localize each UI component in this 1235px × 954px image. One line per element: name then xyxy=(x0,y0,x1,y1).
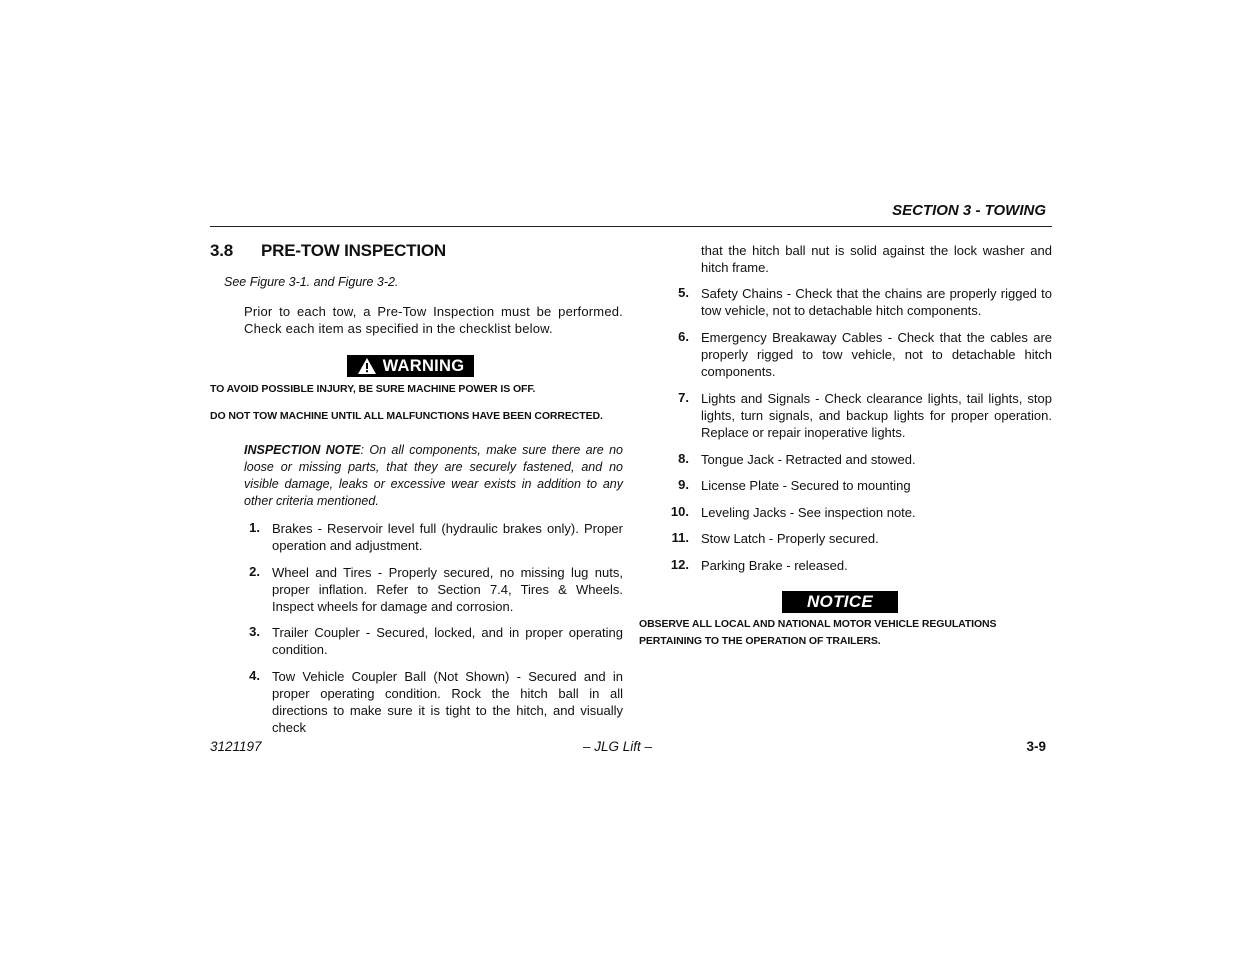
list-item: Stow Latch - Properly secured. xyxy=(701,531,879,546)
item-number: 9. xyxy=(678,477,689,492)
section-number: 3.8 xyxy=(210,241,234,260)
list-item: Leveling Jacks - See inspection note. xyxy=(701,505,916,520)
item-number: 2. xyxy=(249,564,260,579)
item-number: 12. xyxy=(670,557,689,572)
inspection-note-label: INSPECTION NOTE xyxy=(244,443,361,457)
item-number: 5. xyxy=(678,285,689,300)
list-item: Brakes - Reservoir level full (hydraulic brakes only). Proper operation and adjustment. xyxy=(272,521,623,553)
item-number: 8. xyxy=(678,451,689,466)
item-number: 3. xyxy=(249,624,260,639)
inspection-note xyxy=(244,442,623,510)
inspection-note-text: : On all components, make sure there are no loose or missing parts, that they are securely fastened, and no visible damage, leaks or excessive wear exists in addition to any other criteria mentioned. xyxy=(244,443,624,508)
section-title xyxy=(210,241,446,261)
list-item: Emergency Breakaway Cables - Check that the cables are properly rigged to tow vehicle, not to detachable hitch components. xyxy=(701,330,1052,379)
item-number: 10. xyxy=(670,504,689,519)
item-number: 1. xyxy=(249,520,260,535)
footer-center: – JLG Lift – xyxy=(582,739,653,754)
page-number: 3-9 xyxy=(1026,739,1046,754)
notice-label: NOTICE xyxy=(806,592,874,611)
notice-banner xyxy=(782,591,898,613)
item-number: 7. xyxy=(678,390,689,405)
notice-text: OBSERVE ALL LOCAL AND NATIONAL MOTOR VEHICLE REGULATIONS PERTAINING TO THE OPERATION OF TRAILERS. xyxy=(639,618,997,647)
item-number: 11. xyxy=(671,530,689,545)
list-item: License Plate - Secured to mounting xyxy=(701,478,911,493)
item-number: 4. xyxy=(249,668,260,683)
list-item: Lights and Signals - Check clearance lights, tail lights, stop lights, turn signals, and backup lights for proper operation. Replace or repair inoperative lights. xyxy=(701,391,1052,440)
figure-reference: See Figure 3-1. and Figure 3-2. xyxy=(224,275,399,289)
list-item: Wheel and Tires - Properly secured, no missing lug nuts, proper inflation. Refer to Section 7.4, Tires & Wheels. Inspect wheels for damage and corrosion. xyxy=(272,565,623,614)
list-item: Tow Vehicle Coupler Ball (Not Shown) - Secured and in proper operating condition. Rock the hitch ball in all directions to make sure it is tight to the hitch, and visually check xyxy=(272,669,623,735)
warning-line-2: DO NOT TOW MACHINE UNTIL ALL MALFUNCTIONS HAVE BEEN CORRECTED. xyxy=(210,410,603,422)
item-number: 6. xyxy=(678,329,689,344)
warning-label: WARNING xyxy=(382,356,465,375)
warning-line-1: TO AVOID POSSIBLE INJURY, BE SURE MACHINE POWER IS OFF. xyxy=(210,383,536,395)
list-item: Tongue Jack - Retracted and stowed. xyxy=(701,452,916,467)
list-item: Trailer Coupler - Secured, locked, and in proper operating condition. xyxy=(272,625,623,657)
list-item: Safety Chains - Check that the chains are properly rigged to tow vehicle, not to detachable hitch components. xyxy=(701,286,1052,318)
section-header: SECTION 3 - TOWING xyxy=(892,202,1046,219)
list-item-continued: that the hitch ball nut is solid against the lock washer and hitch frame. xyxy=(701,243,1052,275)
footer-doc-number: 3121197 xyxy=(210,739,262,754)
intro-paragraph: Prior to each tow, a Pre-Tow Inspection must be performed. Check each item as specified in the checklist below. xyxy=(244,304,623,336)
list-item: Parking Brake - released. xyxy=(701,558,848,573)
header-rule xyxy=(210,226,1052,227)
section-title-text: PRE-TOW INSPECTION xyxy=(261,241,446,260)
warning-triangle-icon xyxy=(357,357,377,375)
warning-banner xyxy=(347,355,474,377)
